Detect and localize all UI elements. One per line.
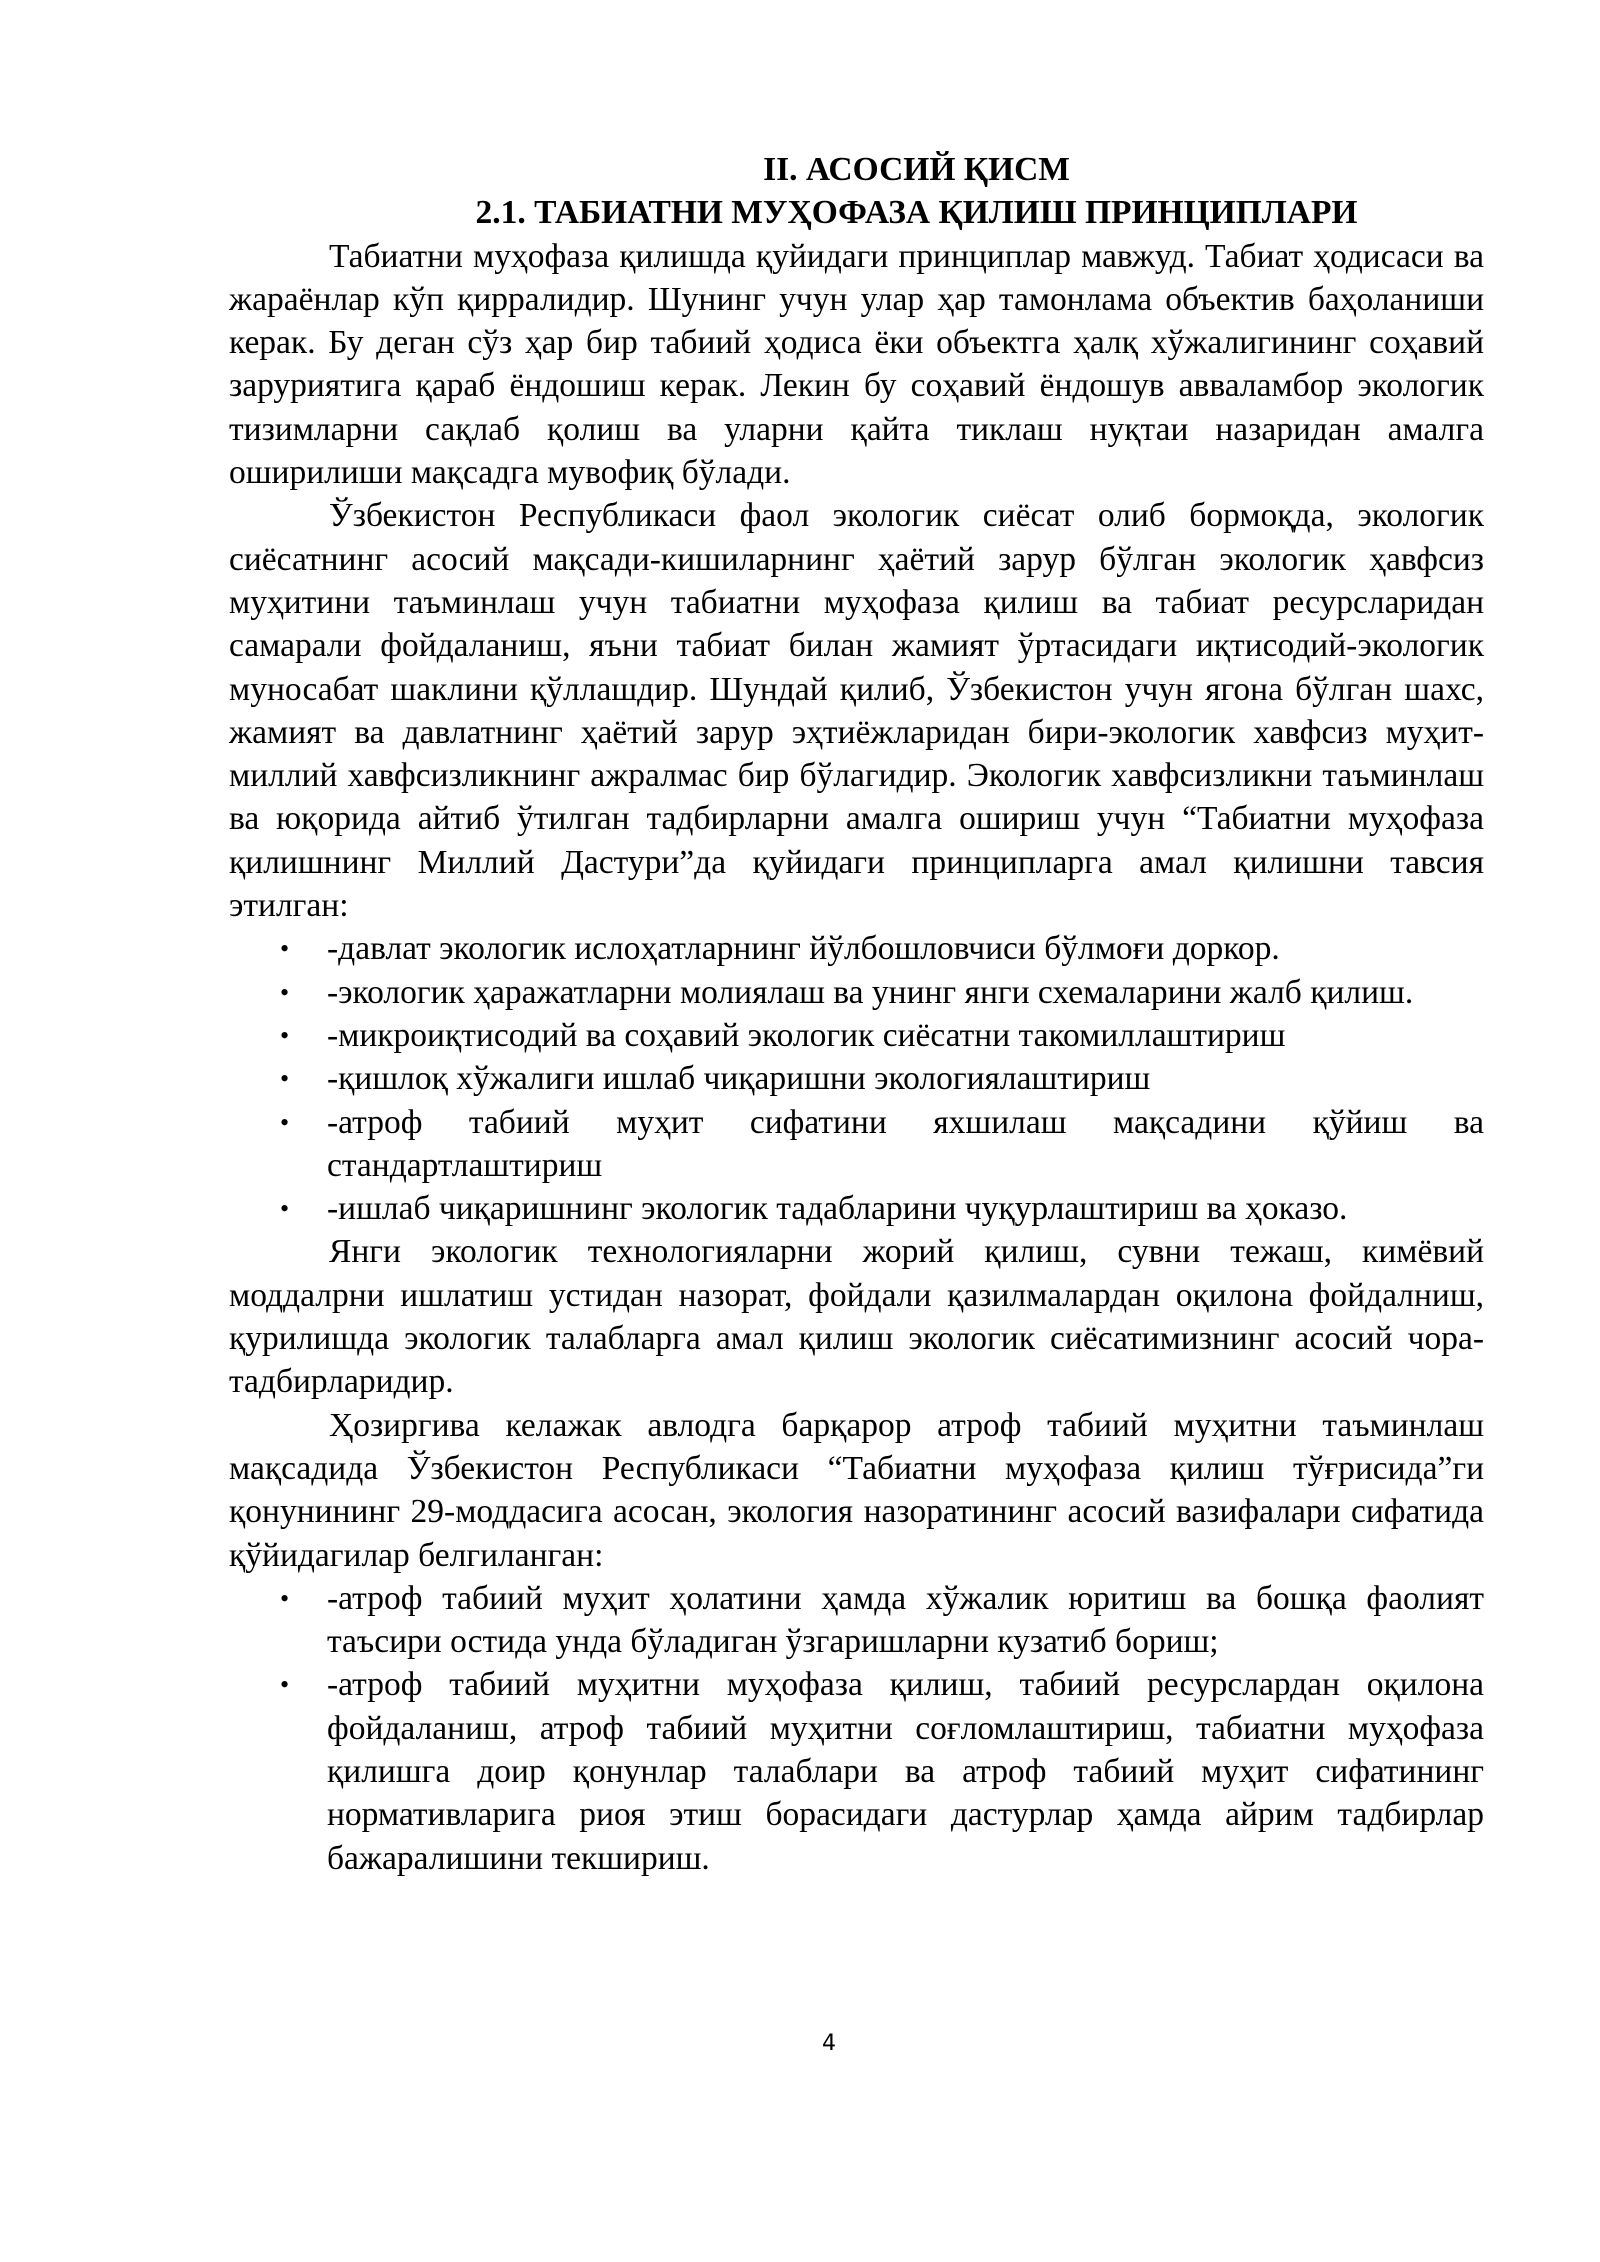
bullet-icon: • <box>280 1670 290 1700</box>
bullet-icon: • <box>280 934 290 964</box>
list-item <box>229 1057 1484 1100</box>
page-number: 4 <box>822 2031 836 2056</box>
bullet-icon: • <box>280 1107 290 1137</box>
bullet-icon: • <box>280 1583 290 1613</box>
list-item <box>229 1101 1484 1188</box>
list-item <box>229 1577 1484 1664</box>
list-item-text: -ишлаб чиқаришнинг экологик тадабларини чуқурлаштириш ва ҳоказо. <box>327 1190 1348 1228</box>
list-item <box>229 927 1484 970</box>
list-item <box>229 1014 1484 1057</box>
bullet-icon: • <box>280 1064 290 1094</box>
bullet-icon: • <box>280 1194 290 1224</box>
control-tasks-list <box>229 1577 1484 1880</box>
list-item <box>229 1187 1484 1230</box>
list-item-text: -атроф табиий муҳитни муҳофаза қилиш, табиий ресурслардан оқилона фойдаланиш, атроф табиий муҳитни соғломлаштириш, табиатни муҳофаза қилишга доир қонунлар талаблари ва атроф табиий муҳит сифатининг нормативларига риоя этиш борасидаги дастурлар ҳамда айрим тадбирлар бажаралишини текшириш. <box>327 1666 1484 1877</box>
page-content <box>229 148 1484 1880</box>
list-item-text: -атроф табиий муҳит сифатини яхшилаш мақсадини қўйиш ва стандартлаштириш <box>327 1103 1484 1184</box>
list-item <box>229 971 1484 1014</box>
paragraph-ecological-policy: Ўзбекистон Республикаси фаол экологик сиёсат олиб бормоқда, экологик сиёсатнинг асосий мақсади-кишиларнинг ҳаётий зарур бўлган экологик ҳавфсиз муҳитини таъминлаш учун табиатни муҳофаза қилиш ва табиат ресурсларидан самарали фойдаланиш, яъни табиат билан жамият ўртасидаги иқтисодий-экологик муносабат шаклини қўллашдир. Шундай қилиб, Ўзбекистон учун ягона бўлган шахс, жамият ва давлатнинг ҳаётий зарур эҳтиёжларидан бири-экологик хавфсиз муҳит-миллий хавфсизликнинг ажралмас бир бўлагидир. Экологик хавфсизликни таъминлаш ва юқорида айтиб ўтилган тадбирларни амалга ошириш учун “Табиатни муҳофаза қилишнинг Миллий Дастури”да қуйидаги принципларга амал қилишни тавсия этилган: <box>229 497 1484 925</box>
list-item-text: -атроф табиий муҳит ҳолатини ҳамда хўжалик юритиш ва бошқа фаолият таъсири остида унда бўладиган ўзгаришларни кузатиб бориш; <box>327 1579 1484 1661</box>
paragraph-principles-intro: Табиатни муҳофаза қилишда қуйидаги принциплар мавжуд. Табиат ҳодисаси ва жараёнлар кўп қирралидир. Шунинг учун улар ҳар тамонлама объектив баҳоланиши керак. Бу деган сўз ҳар бир табиий ҳодиса ёки объектга ҳалқ хўжалигининг соҳавий заруриятига қараб ёндошиш керак. Лекин бу соҳавий ёндошув авваламбор экологик тизимларни сақлаб қолиш ва уларни қайта тиклаш нуқтаи назаридан амалга оширилиши мақсадга мувофиқ бўлади. <box>229 237 1484 492</box>
subsection-heading: 2.1. ТАБИАТНИ МУҲОФАЗА ҚИЛИШ ПРИНЦИПЛАРИ <box>475 194 1358 232</box>
list-item-text: -экологик ҳаражатларни молиялаш ва унинг янги схемаларини жалб қилиш. <box>327 973 1414 1011</box>
list-item-text: -давлат экологик ислоҳатларнинг йўлбошловчиси бўлмоғи доркор. <box>327 930 1280 968</box>
section-heading: II. АСОСИЙ ҚИСМ <box>763 151 1070 188</box>
bullet-icon: • <box>280 977 290 1007</box>
list-item-text: -қишлоқ хўжалиги ишлаб чиқаришни экологиялаштириш <box>327 1060 1151 1098</box>
list-item-text: -микроиқтисодий ва соҳавий экологик сиёсатни такомиллаштириш <box>327 1016 1286 1054</box>
principles-list <box>229 927 1484 1230</box>
bullet-icon: • <box>280 1020 290 1050</box>
paragraph-control-tasks: Ҳозиргива келажак авлодга барқарор атроф табиий муҳитни таъминлаш мақсадида Ўзбекистон Республикаси “Табиатни муҳофаза қилиш тўғрисида”ги қонунининг 29-моддасига асосан, экология назоратининг асосий вазифалари сифатида қўйидагилар белгиланган: <box>229 1406 1484 1574</box>
list-item <box>229 1663 1484 1879</box>
paragraph-measures: Янги экологик технологияларни жорий қилиш, сувни тежаш, кимёвий моддалрни ишлатиш устидан назорат, фойдали қазилмалардан оқилона фойдалниш, қурилишда экологик талабларга амал қилиш экологик сиёсатимизнинг асосий чора-тадбирларидир. <box>229 1233 1484 1401</box>
